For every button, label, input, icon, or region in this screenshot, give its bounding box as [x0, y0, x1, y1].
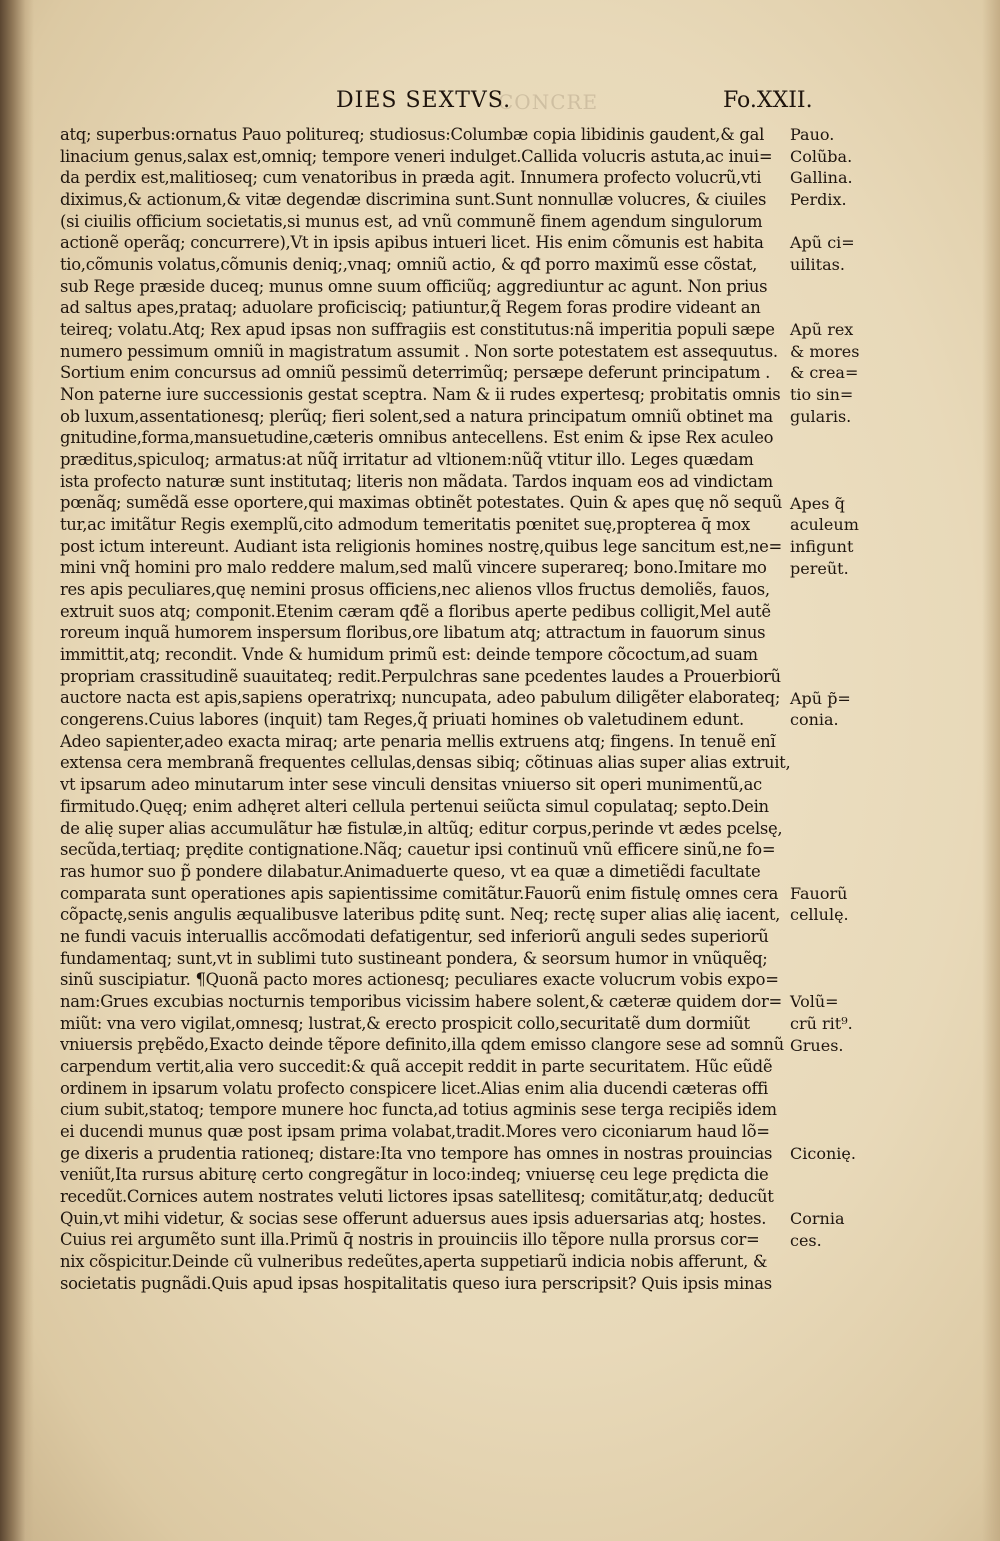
body-text [60, 124, 790, 1294]
text-line: ne fundi vacuis interuallis accõmodati defatigentur, sed inferiorũ anguli sedes superiorũ [60, 926, 769, 946]
margin-note: Cornia [790, 1209, 845, 1228]
margin-note: Apũ ci= [790, 233, 855, 253]
text-line: cium subit,statoq; tempore munere hoc functa,ad totius agminis sese terga recipiẽs idem [60, 1100, 777, 1120]
margin-note: Apũ rex [790, 320, 854, 340]
margin-note: infigunt [790, 536, 854, 556]
text-line: Adeo sapienter,adeo exacta miraq; arte penaria mellis extruens atq; fingens. In tenuẽ enĩ [60, 731, 776, 751]
text-line: teireq; volatu.Atq; Rex apud ipsas non suffragiis est constitutus:nã imperitia populi sæpe [60, 320, 775, 340]
text-line: ob luxum,assentationesq; plerũq; fieri solent,sed a natura principatum omniũ obtinet ma [60, 406, 773, 426]
text-line: Quin,vt mihi videtur, & socias sese offerunt aduersus aues ipsis aduersarias atq; hostes. [60, 1208, 767, 1228]
text-line: post ictum intereunt. Audiant ista religionis homines nostrę,quibus lege sancitum est,ne= [60, 536, 782, 556]
margin-note: crũ rit⁹. [790, 1013, 853, 1033]
running-head: DIES SEXTVS. [336, 88, 512, 113]
margin-note: ces. [790, 1230, 822, 1250]
text-line: ge dixeris a prudentia rationeq; distare:Ita vno tempore has omnes in nostras prouincias [60, 1143, 773, 1163]
margin-note: Apũ p̃= [790, 688, 851, 708]
text-line: numero pessimum omniũ in magistratum assumit . Non sorte potestatem est assequutus. [60, 341, 778, 361]
text-line: societatis pugnãdi.Quis apud ipsas hospitalitatis queso iura perscripsit? Quis ipsis minas [60, 1273, 772, 1293]
margin-note: & mores [790, 341, 860, 361]
text-line: propriam crassitudinẽ suauitateq; redit.Perpulchras sane pcedentes laudes a Prouerbiorũ [60, 666, 781, 686]
text-line: ista profecto naturæ sunt institutaq; literis non mãdata. Tardos inquam eos ad vindictam [60, 471, 773, 491]
text-line: præditus,spiculoq; armatus:at nũq̃ irritatur ad vltionem:nũq̃ vtitur illo. Leges quædam [60, 450, 754, 470]
text-line: pœnãq; sumẽdã esse oportere,qui maximas obtinẽt potestates. Quin & apes quę nõ sequũ [60, 493, 782, 513]
margin-note: gularis. [790, 406, 852, 426]
page-header [0, 88, 1000, 118]
text-line: miũt: vna vero vigilat,omnesq; lustrat,& erecto prospicit collo,securitatẽ dum dormiũt [60, 1013, 750, 1033]
text-line: cõpactę,senis angulis æqualibusve lateribus pditę sunt. Neq; rectę super alias alię iacent, [60, 905, 781, 925]
margin-note: Gallina. [790, 168, 853, 188]
margin-note: cellulę. [790, 905, 849, 925]
margin-note: Perdix. [790, 190, 847, 210]
text-line: extensa cera membranã frequentes cellulas,densas sibiq; cõtinuas alias super alias extruit, [60, 753, 790, 773]
text-line: actionẽ operãq; concurrere),Vt in ipsis apibus intueri licet. His enim cõmunis est habita [60, 233, 764, 253]
margin-note: uilitas. [790, 255, 845, 275]
margin-note: aculeum [790, 515, 859, 535]
text-line: atq; superbus:ornatus Pauo politureq; studiosus:Columbæ copia libidinis gaudent,& gal [60, 125, 765, 144]
text-line: sinũ suscipiatur. ¶Quonã pacto mores actionesq; peculiares exacte volucrum vobis expo= [60, 970, 779, 990]
binding-gutter [0, 0, 34, 1541]
text-line: Cuius rei argumẽto sunt illa.Primũ q̄ nostris in prouinciis illo tẽpore nulla prorsus cor= [60, 1230, 760, 1250]
margin-note: Colũba. [790, 146, 853, 166]
text-line: Sortium enim concursus ad omniũ pessimũ deterrimũq; persæpe deferunt principatum . [60, 363, 771, 383]
margin-note: Grues. [790, 1035, 844, 1055]
text-line: sub Rege præside duceq; munus omne suum officiũq; aggrediuntur ac agunt. Non prius [60, 276, 768, 296]
text-line: linacium genus,salax est,omniq; tempore veneri indulget.Callida volucris astuta,ac inui= [60, 146, 773, 166]
text-line: recedũt.Cornices autem nostrates veluti lictores ipsas satellitesq; comitãtur,atq; deducũt [60, 1186, 774, 1206]
page-edge [982, 0, 1000, 1541]
text-line: secũda,tertiaq; prędite contignatione.Nãq; cauetur ipsi continuũ vnũ efficere sinũ,ne fo= [60, 840, 776, 860]
text-line: vt ipsarum adeo minutarum inter sese vinculi densitas vniuerso sit operi munimentũ,ac [60, 775, 762, 795]
margin-note: Apes q̃ [790, 493, 845, 513]
text-line: ei ducendi munus quæ post ipsam prima volabat,tradit.Mores vero ciconiarum haud lõ= [60, 1121, 770, 1141]
margin-note: pereũt. [790, 558, 849, 578]
text-line: veniũt,Ita rursus abiturę certo congregãtur in loco:indeq; vniuersę ceu lege prędicta die [60, 1165, 769, 1185]
margin-note: conia. [790, 710, 839, 730]
text-line: diximus,& actionum,& vitæ degendæ discrimina sunt.Sunt nonnullæ volucres, & ciuiles [60, 190, 767, 210]
text-line: roreum inquã humorem inspersum floribus,ore libatum atq; attractum in fauorum sinus [60, 623, 766, 643]
text-line: de alię super alias accumulãtur hæ fistulæ,in altũq; editur corpus,perinde vt ædes pcelsę, [60, 818, 783, 838]
text-line: tio,cõmunis volatus,cõmunis deniq;,vnaq; omniũ actio, & qđ porro maximũ esse cõstat, [60, 255, 758, 275]
text-line: ras humor suo p̃ pondere dilabatur.Animaduerte queso, vt ea quæ a dimetiẽdi facultate [60, 861, 761, 881]
text-line: res apis peculiares,quę nemini prosus officiens,nec alienos vllos fructus demoliẽs, fauos, [60, 580, 770, 600]
margin-note: Fauorũ [790, 883, 848, 903]
folio-number: Fo.XXII. [723, 88, 813, 113]
text-line: Non paterne iure successionis gestat sceptra. Nam & ii rudes expertesq; probitatis omnis [60, 385, 781, 405]
text-line: nam:Grues excubias nocturnis temporibus vicissim habere solent,& cæteræ quidem dor= [60, 991, 782, 1011]
text-line: immittit,atq; recondit. Vnde & humidum primũ est: deinde tempore cõcoctum,ad suam [60, 645, 758, 665]
margin-note: Ciconię. [790, 1143, 856, 1163]
text-line: gnitudine,forma,mansuetudine,cæteris omnibus antecellens. Est enim & ipse Rex aculeo [60, 428, 774, 448]
text-line: fundamentaq; sunt,vt in sublimi tuto sustineant pondera, & seorsum humor in vnũquẽq; [60, 948, 768, 968]
margin-note: & crea= [790, 363, 859, 383]
text-line: ordinem in ipsarum volatu profecto conspicere licet.Alias enim alia ducendi cæteras offi [60, 1078, 768, 1098]
text-line: firmitudo.Quęq; enim adhęret alteri cellula pertenui seiũcta simul copulataq; septo.Dein [60, 796, 769, 816]
margin-note: Volũ= [790, 992, 839, 1012]
text-line: vniuersis prębẽdo,Exacto deinde tẽpore definito,illa qdem emisso clangore sese ad somnũ [60, 1035, 784, 1055]
text-line: carpendum vertit,alia vero succedit:& quã accepit reddit in parte securitatem. Hũc eũdẽ [60, 1056, 773, 1076]
text-line: da perdix est,malitioseq; cum venatoribus in præda agit. Innumera profecto volucrũ,vti [60, 168, 762, 188]
text-line: tur,ac imitãtur Regis exemplũ,cito admodum temeritatis pœnitet suę,propterea q̄ mox [60, 515, 750, 535]
bleed-through-text: CONCRE [498, 90, 599, 114]
text-line: nix cõspicitur.Deinde cũ vulneribus redeũtes,aperta suppetiarũ indicia nobis afferunt, & [60, 1251, 768, 1271]
text-line: auctore nacta est apis,sapiens operatrixq; nuncupata, adeo pabulum diligẽter elaborateq; [60, 688, 781, 708]
text-line: comparata sunt operationes apis sapientissime comitãtur.Fauorũ enim fistulę omnes cera [60, 883, 779, 903]
margin-note: Pauo. [790, 125, 835, 144]
text-line: extruit suos atq; componit.Etenim cæram qđẽ a floribus aperte pedibus colligit,Mel autẽ [60, 601, 771, 621]
text-line: ad saltus apes,prataq; aduolare proficisciq; patiuntur,q̃ Regem foras prodire videant an [60, 298, 761, 318]
text-line: (si ciuilis officium societatis,si munus est, ad vnũ communẽ finem agendum singulorum [60, 211, 763, 231]
margin-note: tio sin= [790, 385, 854, 405]
text-line: mini vnq̃ homini pro malo reddere malum,sed malũ vincere superareq; bono.Imitare mo [60, 558, 767, 578]
text-line: congerens.Cuius labores (inquit) tam Reges,q̃ priuati homines ob valetudinem edunt. [60, 710, 744, 730]
